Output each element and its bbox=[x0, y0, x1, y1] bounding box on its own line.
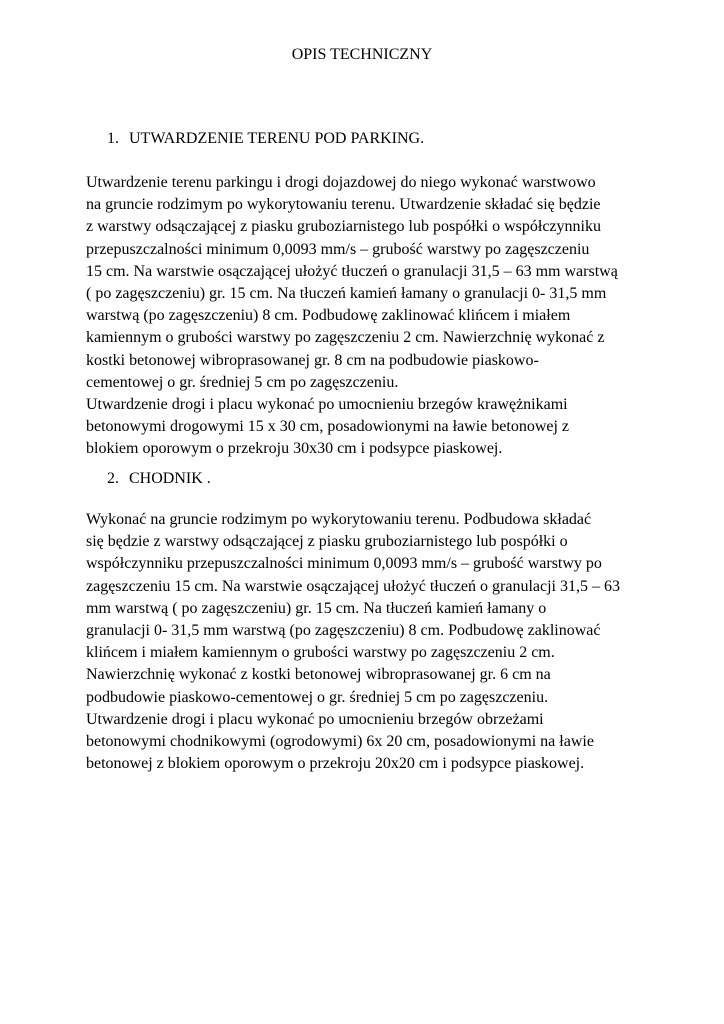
paragraph-line: cementowej o gr. średniej 5 cm po zagęszczeniu. bbox=[86, 373, 399, 391]
paragraph-line: Utwardzenie terenu parkingu i drogi dojazdowej do niego wykonać warstwowo bbox=[86, 174, 596, 191]
paragraph-line: kamiennym o grubości warstwy po zagęszczeniu 2 cm. Nawierzchnię wykonać z bbox=[86, 329, 605, 347]
paragraph-line: Utwardzenie drogi i placu wykonać po umocnieniu brzegów obrzeżami bbox=[86, 710, 544, 728]
paragraph-line: blokiem oporowym o przekroju 30x30 cm i podsypce piaskowej. bbox=[86, 440, 503, 458]
section-number: 1. bbox=[107, 130, 119, 147]
paragraph-line: klińcem i miałem kamiennym o grubości warstwy po zagęszczeniu 2 cm. bbox=[86, 644, 555, 662]
section-body-chodnik bbox=[86, 509, 666, 775]
paragraph-line: z warstwy odsączającej z piasku gruboziarnistego lub pospółki o współczynniku bbox=[86, 218, 601, 236]
paragraph-line: granulacji 0- 31,5 mm warstwą (po zagęszczeniu) 8 cm. Podbudowę zaklinować bbox=[86, 622, 601, 640]
paragraph-line: Nawierzchnię wykonać z kostki betonowej wibroprasowanej gr. 6 cm na bbox=[86, 666, 551, 684]
paragraph-line: 15 cm. Na warstwie osączającej ułożyć tłuczeń o granulacji 31,5 – 63 mm warstwą bbox=[86, 262, 618, 280]
paragraph-line: mm warstwą ( po zagęszczeniu) gr. 15 cm. Na tłuczeń kamień łamany o bbox=[86, 599, 547, 617]
document-title: OPIS TECHNICZNY bbox=[291, 46, 433, 63]
paragraph-line: się będzie z warstwy odsączającej z piasku gruboziarnistego lub pospółki o bbox=[86, 533, 568, 551]
paragraph-line: Wykonać na gruncie rodzimym po wykorytowaniu terenu. Podbudowa składać bbox=[86, 511, 592, 528]
paragraph-line: betonowej z blokiem oporowym o przekroju 20x20 cm i podsypce piaskowej. bbox=[86, 755, 585, 773]
paragraph-line: na gruncie rodzimym po wykorytowaniu terenu. Utwardzenie składać się będzie bbox=[86, 196, 601, 214]
section-number: 2. bbox=[107, 470, 119, 487]
section-heading-chodnik bbox=[107, 468, 211, 490]
paragraph-line: betonowymi chodnikowymi (ogrodowymi) 6x 20 cm, posadowionymi na ławie bbox=[86, 733, 594, 751]
paragraph-line: współczynniku przepuszczalności minimum 0,0093 mm/s – grubość warstwy po bbox=[86, 555, 602, 573]
paragraph-line: podbudowie piaskowo-cementowej o gr. średniej 5 cm po zagęszczeniu. bbox=[86, 688, 549, 706]
paragraph-line: warstwą (po zagęszczeniu) 8 cm. Podbudowę zaklinować klińcem i miałem bbox=[86, 307, 571, 325]
paragraph-line: ( po zagęszczeniu) gr. 15 cm. Na tłuczeń kamień łamany o granulacji 0- 31,5 mm bbox=[86, 285, 607, 303]
section-title: CHODNIK . bbox=[129, 470, 211, 487]
paragraph-line: przepuszczalności minimum 0,0093 mm/s – grubość warstwy po zagęszczeniu bbox=[86, 240, 590, 258]
paragraph-line: kostki betonowej wibroprasowanej gr. 8 cm na podbudowie piaskowo- bbox=[86, 351, 539, 369]
paragraph-line: zagęszczeniu 15 cm. Na warstwie osączającej ułożyć tłuczeń o granulacji 31,5 – 63 bbox=[86, 577, 620, 595]
section-body-parking bbox=[86, 172, 666, 461]
section-title: UTWARDZENIE TERENU POD PARKING. bbox=[129, 130, 425, 147]
paragraph-line: Utwardzenie drogi i placu wykonać po umocnieniu brzegów krawężnikami bbox=[86, 396, 568, 414]
section-heading-parking bbox=[107, 128, 424, 150]
paragraph-line: betonowymi drogowymi 15 x 30 cm, posadowionymi na ławie betonowej z bbox=[86, 418, 570, 436]
